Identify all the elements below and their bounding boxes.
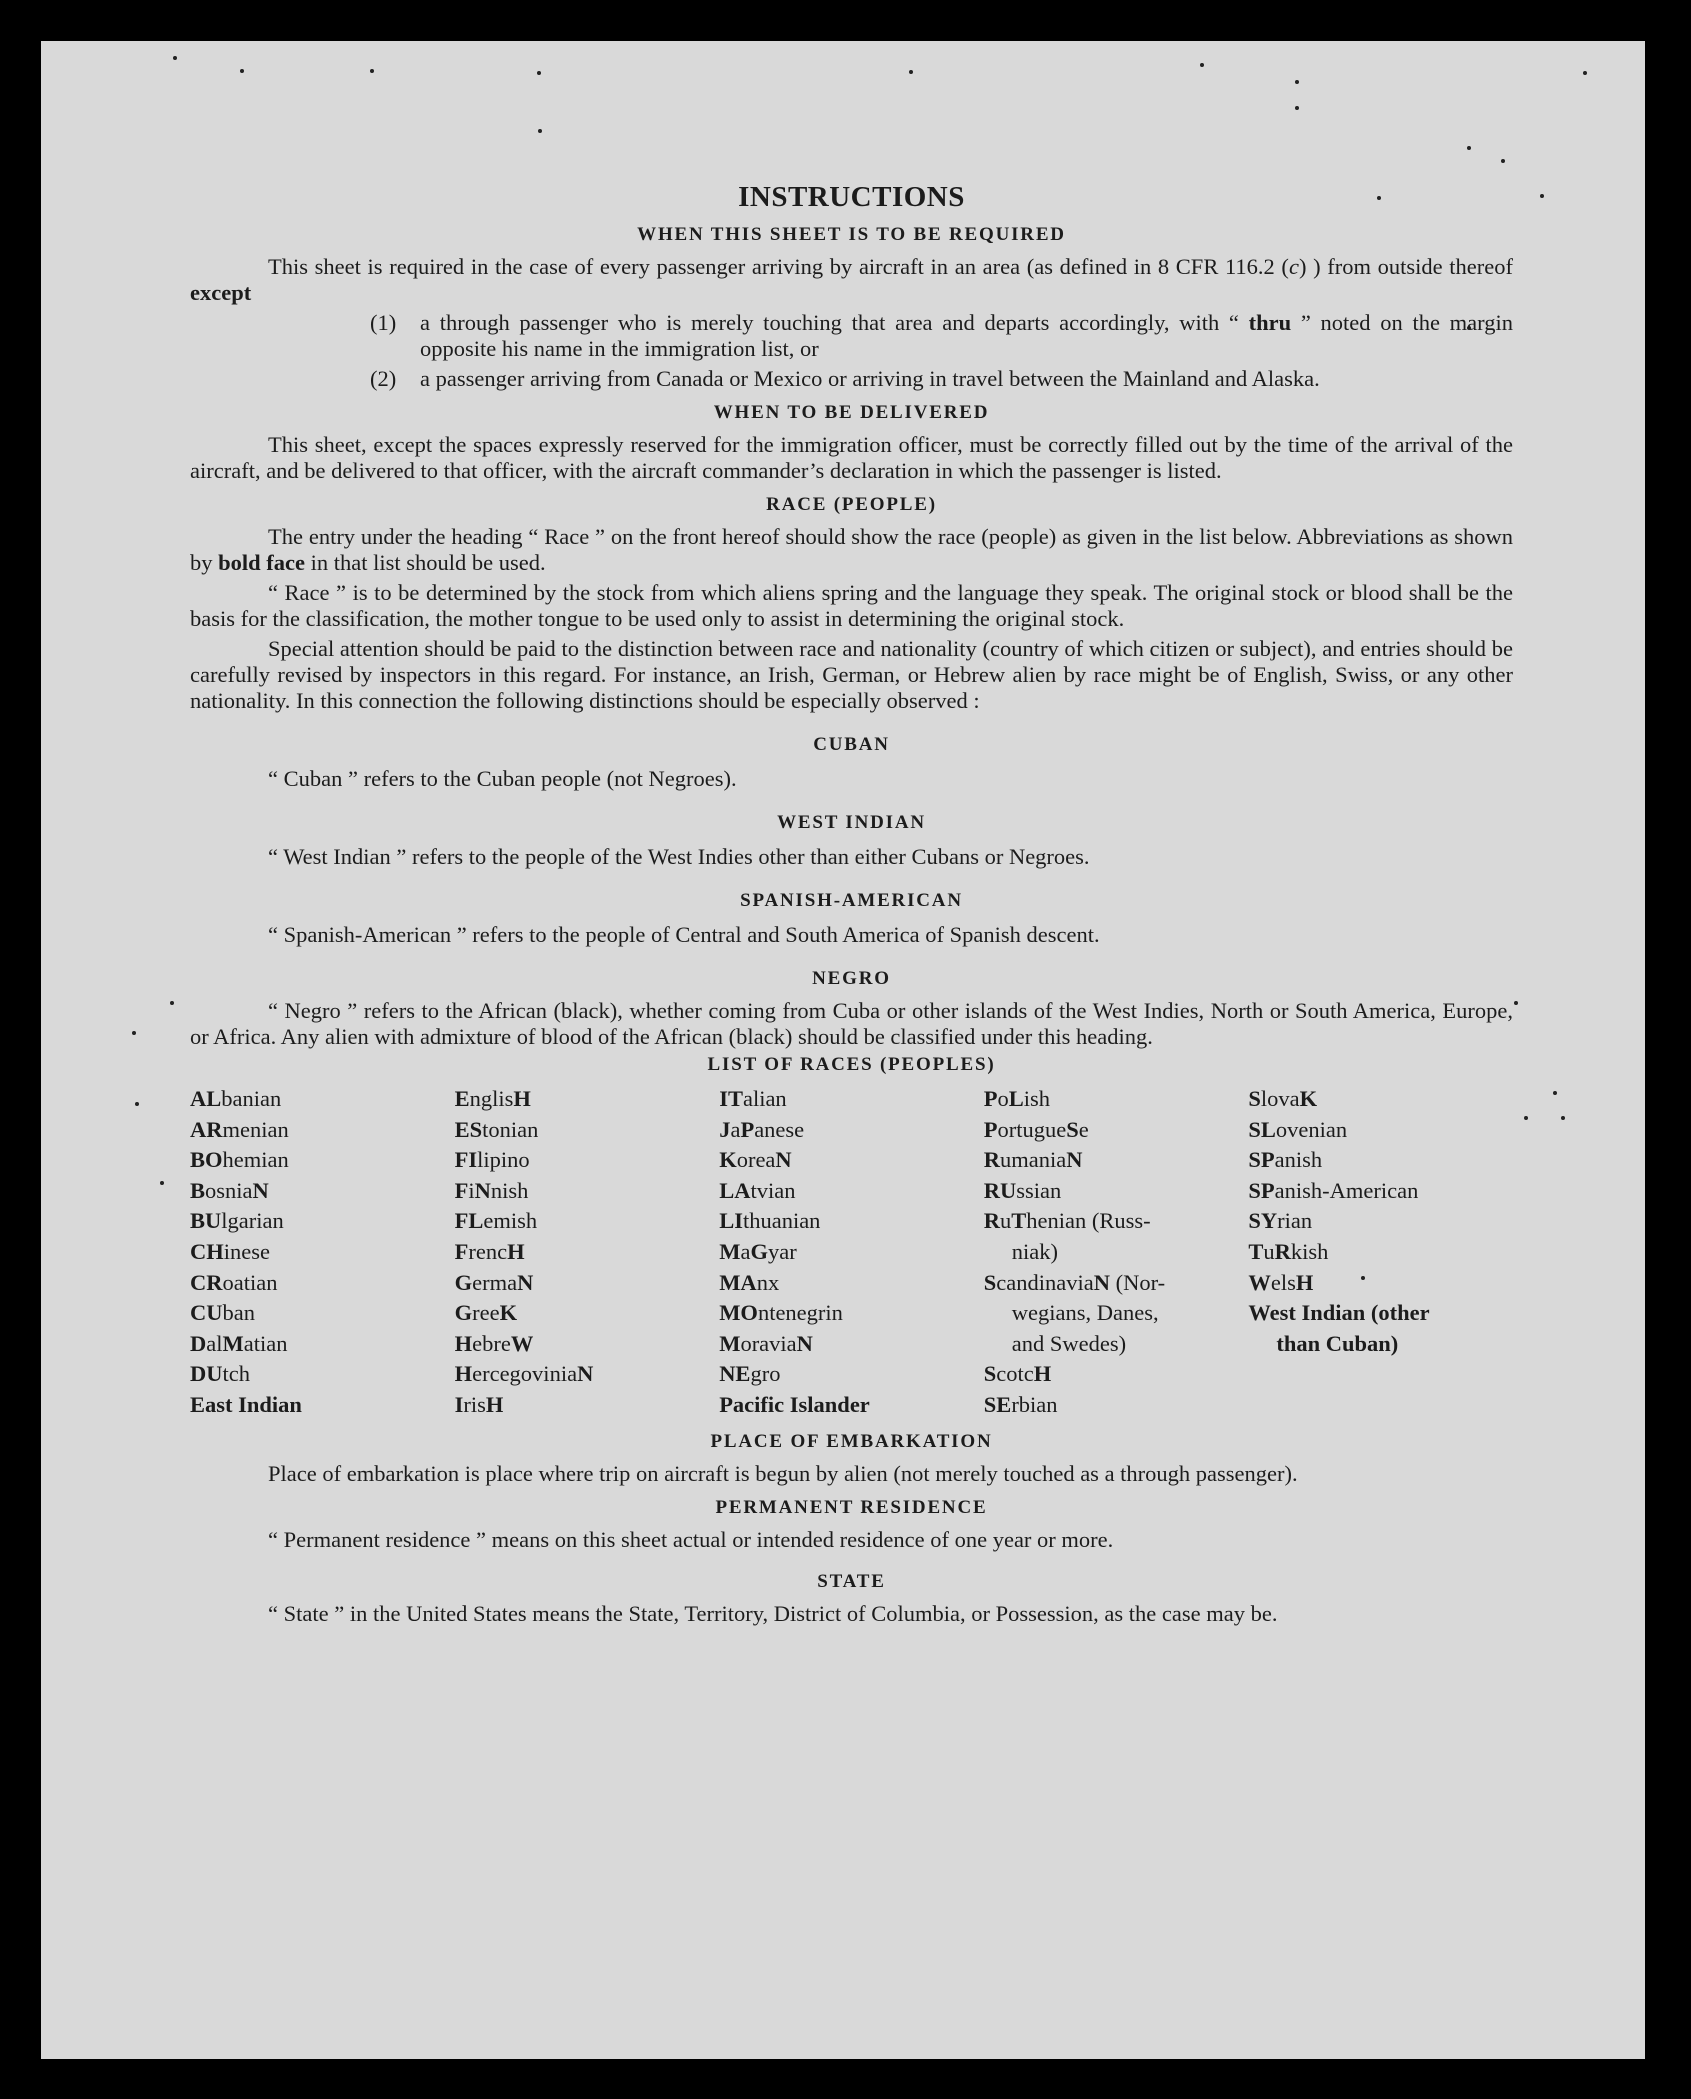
race-name-text: atian xyxy=(243,1330,288,1356)
race-entry xyxy=(984,1359,1249,1390)
race-entry xyxy=(1248,1298,1513,1329)
race-name-text: nglis xyxy=(469,1086,514,1111)
race-name-text: anese xyxy=(754,1116,805,1142)
race-name-text: ris xyxy=(463,1391,486,1417)
race-name-text: orea xyxy=(736,1147,776,1173)
abbreviation-letters: R xyxy=(983,1147,1001,1173)
abbreviation-letters: W xyxy=(1248,1269,1271,1295)
race-entry xyxy=(455,1298,720,1329)
race-name-text: renc xyxy=(468,1238,508,1264)
race-name-text: ovenian xyxy=(1275,1116,1348,1142)
race-name-text: alian xyxy=(742,1086,787,1111)
race-name-text: u xyxy=(1263,1238,1275,1264)
race-name-text: anish xyxy=(1274,1147,1323,1173)
race-entry xyxy=(1248,1329,1513,1360)
race-entry xyxy=(190,1084,455,1115)
race-entry xyxy=(455,1390,720,1421)
abbreviation-letters: LI xyxy=(719,1208,743,1234)
section-heading: RACE (PEOPLE) xyxy=(766,494,937,515)
abbreviation-letters: G xyxy=(750,1238,768,1264)
list-item xyxy=(190,366,1513,392)
race-entry xyxy=(455,1145,720,1176)
abbreviation-letters: SL xyxy=(1248,1116,1276,1142)
race-name-text: thuanian xyxy=(742,1208,821,1234)
race-name-text: (Nor- xyxy=(1110,1269,1166,1295)
race-name-text: ish xyxy=(1023,1086,1051,1111)
abbreviation-letters: NE xyxy=(719,1361,751,1387)
text: a passenger arriving from Canada or Mexico or arriving in travel between the Mainland and Alaska. xyxy=(420,366,1320,391)
paragraph xyxy=(190,524,1513,576)
abbreviation-letters: M xyxy=(222,1330,244,1356)
abbreviation-letters: G xyxy=(454,1269,473,1295)
abbreviation-letters: S xyxy=(1248,1086,1261,1111)
abbreviation-letters: P xyxy=(983,1116,998,1142)
section-heading: LIST OF RACES (PEOPLES) xyxy=(707,1054,996,1075)
abbreviation-letters: F xyxy=(454,1177,469,1203)
race-entry xyxy=(190,1145,455,1176)
abbreviation-letters: CU xyxy=(190,1300,223,1326)
list-item xyxy=(190,310,1513,362)
text: ) ) from outside thereof xyxy=(1298,254,1513,279)
race-entry xyxy=(1248,1084,1513,1115)
race-name-text: ban xyxy=(222,1300,255,1326)
race-entry xyxy=(455,1206,720,1237)
paragraph: “ Negro ” refers to the African (black), whether coming from Cuba or other islands of the West Indies, North or South America, Europe, or Africa. Any alien with admixture of blood of the African (black) should be classified under this heading. xyxy=(190,998,1513,1049)
section-heading: PERMANENT RESIDENCE xyxy=(715,1496,988,1518)
abbreviation-letters: H xyxy=(513,1086,531,1111)
race-name-text: yar xyxy=(767,1238,797,1264)
abbreviation-letters: H xyxy=(1033,1361,1052,1387)
speck xyxy=(1561,1116,1565,1120)
race-entry xyxy=(719,1237,984,1268)
abbreviation-letters: BO xyxy=(190,1147,223,1173)
race-entry xyxy=(984,1084,1249,1115)
speck xyxy=(538,129,542,133)
race-entry xyxy=(984,1268,1249,1299)
speck xyxy=(135,1102,139,1106)
abbreviation-letters: T xyxy=(1248,1238,1264,1264)
abbreviation-letters: N xyxy=(252,1177,269,1203)
abbreviation-letters: E xyxy=(454,1086,470,1111)
race-name-text: ebre xyxy=(472,1330,511,1356)
abbreviation-letters: MA xyxy=(719,1269,757,1295)
paragraph: Special attention should be paid to the distinction between race and nationality (country of which citizen or subject), and entries should be carefully revised by inspectors in this regard. For instance, an Irish, German, or Hebrew alien by race might be of English, Swiss, or any other nationality. In this connection the following distinctions should be especially observed : xyxy=(190,636,1513,713)
race-entry xyxy=(984,1237,1249,1268)
section-heading: PLACE OF EMBARKATION xyxy=(710,1430,993,1452)
race-name-text: lova xyxy=(1260,1086,1300,1111)
race-name-text: and Swedes) xyxy=(1011,1330,1127,1356)
races-column xyxy=(190,1084,455,1421)
abbreviation-letters: AR xyxy=(190,1116,223,1142)
abbreviation-letters: West Indian (other xyxy=(1248,1300,1430,1326)
abbreviation-letters: M xyxy=(719,1238,741,1264)
race-name-text: a xyxy=(730,1116,741,1142)
section-heading: WHEN TO BE DELIVERED xyxy=(713,402,990,423)
text: This sheet is required in the case of every passenger arriving by aircraft in an area (as defined in 8 CFR 116.2 ( xyxy=(268,254,1289,279)
section-heading: SPANISH-AMERICAN xyxy=(740,890,963,911)
race-name-text: o xyxy=(997,1086,1009,1111)
races-column xyxy=(455,1084,720,1421)
race-name-text: ssian xyxy=(1016,1177,1062,1203)
section-heading: WEST INDIAN xyxy=(777,812,926,833)
race-name-text: ree xyxy=(472,1300,500,1326)
race-entry xyxy=(984,1390,1249,1421)
race-entry xyxy=(984,1298,1249,1329)
speck xyxy=(370,69,374,73)
paragraph: Place of embarkation is place where trip on aircraft is begun by alien (not merely touched as a through passenger). xyxy=(268,1460,1298,1486)
abbreviation-letters: Pacific Islander xyxy=(719,1391,870,1417)
section-heading: WHEN THIS SHEET IS TO BE REQUIRED xyxy=(637,224,1066,245)
abbreviation-letters: H xyxy=(507,1238,525,1264)
abbreviation-letters: H xyxy=(1295,1269,1314,1295)
page-title: INSTRUCTIONS xyxy=(738,181,965,213)
abbreviation-letters: N xyxy=(796,1330,813,1356)
speck xyxy=(1467,146,1471,150)
text: a through passenger who is merely touching that area and departs accordingly, with “ xyxy=(420,310,1249,335)
race-entry xyxy=(190,1329,455,1360)
race-name-text: gro xyxy=(750,1361,781,1387)
speck xyxy=(1540,194,1544,198)
race-name-text: candinavia xyxy=(996,1269,1094,1295)
abbreviation-letters: N xyxy=(775,1147,792,1173)
race-entry xyxy=(455,1084,720,1115)
race-entry xyxy=(719,1268,984,1299)
race-name-text: tch xyxy=(222,1361,250,1387)
abbreviation-letters: East Indian xyxy=(190,1391,302,1417)
race-name-text: banian xyxy=(221,1086,282,1111)
race-name-text: a xyxy=(740,1238,751,1264)
abbreviation-letters: RU xyxy=(983,1177,1017,1203)
speck xyxy=(1295,106,1299,110)
abbreviation-letters: K xyxy=(719,1147,737,1173)
race-name-text: ntenegrin xyxy=(757,1300,843,1326)
race-entry xyxy=(1248,1176,1513,1207)
speck xyxy=(1200,63,1204,67)
race-entry xyxy=(1248,1115,1513,1146)
section-heading: STATE xyxy=(817,1570,886,1592)
race-entry xyxy=(190,1390,455,1421)
abbreviation-letters: than Cuban) xyxy=(1276,1330,1399,1356)
race-name-text: els xyxy=(1270,1269,1296,1295)
speck xyxy=(170,1001,174,1005)
abbreviation-letters: SP xyxy=(1248,1147,1275,1173)
race-entry xyxy=(719,1359,984,1390)
race-entry xyxy=(190,1359,455,1390)
race-entry xyxy=(190,1176,455,1207)
race-entry xyxy=(455,1329,720,1360)
race-name-text: u xyxy=(1000,1208,1012,1234)
speck xyxy=(909,70,913,74)
abbreviation-letters: H xyxy=(485,1391,504,1417)
race-entry xyxy=(1248,1145,1513,1176)
text: except xyxy=(190,280,252,305)
abbreviation-letters: H xyxy=(454,1361,473,1387)
abbreviation-letters: LA xyxy=(719,1177,751,1203)
abbreviation-letters: L xyxy=(1008,1086,1024,1111)
races-column xyxy=(719,1084,984,1421)
abbreviation-letters: H xyxy=(454,1330,473,1356)
race-entry xyxy=(719,1329,984,1360)
abbreviation-letters: B xyxy=(190,1177,206,1203)
speck xyxy=(160,1181,164,1185)
race-name-text: lgarian xyxy=(221,1208,284,1234)
race-entry xyxy=(719,1298,984,1329)
race-entry xyxy=(190,1237,455,1268)
race-name-text: ercegovinia xyxy=(472,1361,578,1387)
abbreviation-letters: ES xyxy=(454,1116,483,1142)
speck xyxy=(1295,80,1299,84)
race-name-text: anish-American xyxy=(1274,1177,1419,1203)
abbreviation-letters: R xyxy=(1274,1238,1291,1264)
definition-text: “ West Indian ” refers to the people of the West Indies other than either Cubans or Negroes. xyxy=(268,844,1090,869)
race-entry xyxy=(719,1084,984,1115)
abbreviation-letters: AL xyxy=(190,1086,222,1111)
abbreviation-letters: P xyxy=(983,1086,998,1111)
abbreviation-letters: N xyxy=(1093,1269,1110,1295)
race-entry xyxy=(455,1359,720,1390)
speck xyxy=(1501,159,1505,163)
item-number: (1) xyxy=(370,310,397,335)
race-entry xyxy=(1248,1268,1513,1299)
race-name-text: oravia xyxy=(740,1330,797,1356)
abbreviation-letters: CR xyxy=(190,1269,223,1295)
abbreviation-letters: T xyxy=(1011,1208,1027,1234)
paragraph: “ Permanent residence ” means on this sheet actual or intended residence of one year or more. xyxy=(268,1526,1114,1552)
abbreviation-letters: N xyxy=(1066,1147,1083,1173)
race-name-text: menian xyxy=(222,1116,289,1142)
race-entry xyxy=(455,1115,720,1146)
abbreviation-letters: MO xyxy=(719,1300,758,1326)
abbreviation-letters: SY xyxy=(1248,1208,1278,1234)
document-page xyxy=(41,41,1645,2059)
race-name-text: oatian xyxy=(222,1269,278,1295)
race-name-text: inese xyxy=(223,1238,270,1264)
item-number: (2) xyxy=(370,366,397,391)
race-name-text: i xyxy=(468,1177,475,1203)
race-name-text: hemian xyxy=(222,1147,289,1173)
abbreviation-letters: FI xyxy=(454,1147,478,1173)
races-list xyxy=(190,1084,1513,1421)
race-name-text: kish xyxy=(1290,1238,1329,1264)
race-entry xyxy=(455,1268,720,1299)
race-entry xyxy=(984,1145,1249,1176)
race-entry xyxy=(719,1115,984,1146)
race-name-text: lipino xyxy=(477,1147,530,1173)
races-column xyxy=(1248,1084,1513,1421)
race-name-text: emish xyxy=(483,1208,538,1234)
paragraph xyxy=(190,254,1513,306)
abbreviation-letters: S xyxy=(1066,1116,1079,1142)
race-name-text: nish xyxy=(490,1177,529,1203)
race-entry xyxy=(190,1115,455,1146)
race-entry xyxy=(984,1329,1249,1360)
abbreviation-letters: K xyxy=(499,1300,518,1326)
race-entry xyxy=(190,1206,455,1237)
race-name-text: osnia xyxy=(205,1177,253,1203)
abbreviation-letters: P xyxy=(740,1116,755,1142)
paragraph: This sheet, except the spaces expressly reserved for the immigration officer, must be correctly filled out by the time of the arrival of the aircraft, and be delivered to that officer, with the aircraft commander’s declaration in which the passenger is listed. xyxy=(190,432,1513,483)
text: The entry under the heading “ Race ” on the front hereof should show the race (people) as given in the list below. Abbreviations as shown by xyxy=(190,524,1513,575)
speck xyxy=(173,56,177,60)
abbreviation-letters: R xyxy=(983,1208,1001,1234)
race-entry xyxy=(984,1176,1249,1207)
abbreviation-letters: I xyxy=(454,1391,464,1417)
instructions-body xyxy=(190,181,1513,1631)
abbreviation-letters: SE xyxy=(983,1391,1012,1417)
speck xyxy=(132,1031,136,1035)
abbreviation-letters: SP xyxy=(1248,1177,1275,1203)
race-name-text: rian xyxy=(1277,1208,1313,1234)
race-name-text: umania xyxy=(1000,1147,1067,1173)
race-entry xyxy=(190,1268,455,1299)
race-name-text: wegians, Danes, xyxy=(1011,1300,1159,1326)
race-entry xyxy=(984,1206,1249,1237)
abbreviation-letters: S xyxy=(983,1269,997,1295)
paragraph: “ Race ” is to be determined by the stock from which aliens spring and the language they speak. The original stock or blood shall be the basis for the classification, the mother tongue to be used only to assist in determining the original stock. xyxy=(190,580,1513,631)
abbreviation-letters: S xyxy=(983,1361,997,1387)
text: c xyxy=(1288,254,1299,279)
race-name-text: erma xyxy=(472,1269,518,1295)
abbreviation-letters: F xyxy=(454,1238,469,1264)
abbreviation-letters: DU xyxy=(190,1361,223,1387)
race-name-text: ortugue xyxy=(997,1116,1067,1142)
speck xyxy=(1583,71,1587,75)
race-name-text: tonian xyxy=(482,1116,539,1142)
race-entry xyxy=(455,1176,720,1207)
abbreviation-letters: G xyxy=(454,1300,473,1326)
section-heading: NEGRO xyxy=(812,968,891,989)
abbreviation-letters: FL xyxy=(454,1208,484,1234)
abbreviation-letters: D xyxy=(190,1330,207,1356)
text: bold face xyxy=(218,550,305,575)
race-name-text: al xyxy=(206,1330,223,1356)
race-entry xyxy=(984,1115,1249,1146)
abbreviation-letters: M xyxy=(719,1330,741,1356)
abbreviation-letters: K xyxy=(1299,1086,1318,1111)
race-entry xyxy=(1248,1206,1513,1237)
race-entry xyxy=(455,1237,720,1268)
race-entry xyxy=(719,1390,984,1421)
race-name-text: tvian xyxy=(750,1177,796,1203)
abbreviation-letters: N xyxy=(577,1361,594,1387)
text: in that list should be used. xyxy=(305,550,546,575)
abbreviation-letters: BU xyxy=(190,1208,222,1234)
section-heading: CUBAN xyxy=(813,734,890,755)
abbreviation-letters: IT xyxy=(719,1086,743,1111)
race-name-text: nx xyxy=(756,1269,780,1295)
speck xyxy=(1553,1091,1557,1095)
text: ” noted on the margin opposite his name in the immigration list, or xyxy=(420,310,1513,361)
race-entry xyxy=(719,1176,984,1207)
speck xyxy=(1524,1116,1528,1120)
race-entry xyxy=(1248,1237,1513,1268)
race-entry xyxy=(190,1298,455,1329)
races-column xyxy=(984,1084,1249,1421)
race-entry xyxy=(719,1206,984,1237)
race-entry xyxy=(719,1145,984,1176)
speck xyxy=(537,71,541,75)
race-name-text: henian (Russ- xyxy=(1026,1208,1151,1234)
abbreviation-letters: CH xyxy=(190,1238,224,1264)
abbreviation-letters: W xyxy=(510,1330,534,1356)
abbreviation-letters: N xyxy=(517,1269,534,1295)
race-name-text: cotc xyxy=(996,1361,1034,1387)
paragraph: “ State ” in the United States means the State, Territory, District of Columbia, or Possession, as the case may be. xyxy=(268,1600,1278,1626)
race-name-text: rbian xyxy=(1011,1391,1058,1417)
abbreviation-letters: J xyxy=(719,1116,731,1142)
speck xyxy=(240,69,244,73)
text: thru xyxy=(1248,310,1292,335)
abbreviation-letters: N xyxy=(474,1177,491,1203)
race-name-text: e xyxy=(1078,1116,1089,1142)
race-name-text: niak) xyxy=(1011,1238,1059,1264)
speck xyxy=(1514,1001,1518,1005)
definition-text: “ Cuban ” refers to the Cuban people (not Negroes). xyxy=(268,766,737,791)
definition-text: “ Spanish-American ” refers to the people of Central and South America of Spanish descent. xyxy=(268,922,1100,947)
